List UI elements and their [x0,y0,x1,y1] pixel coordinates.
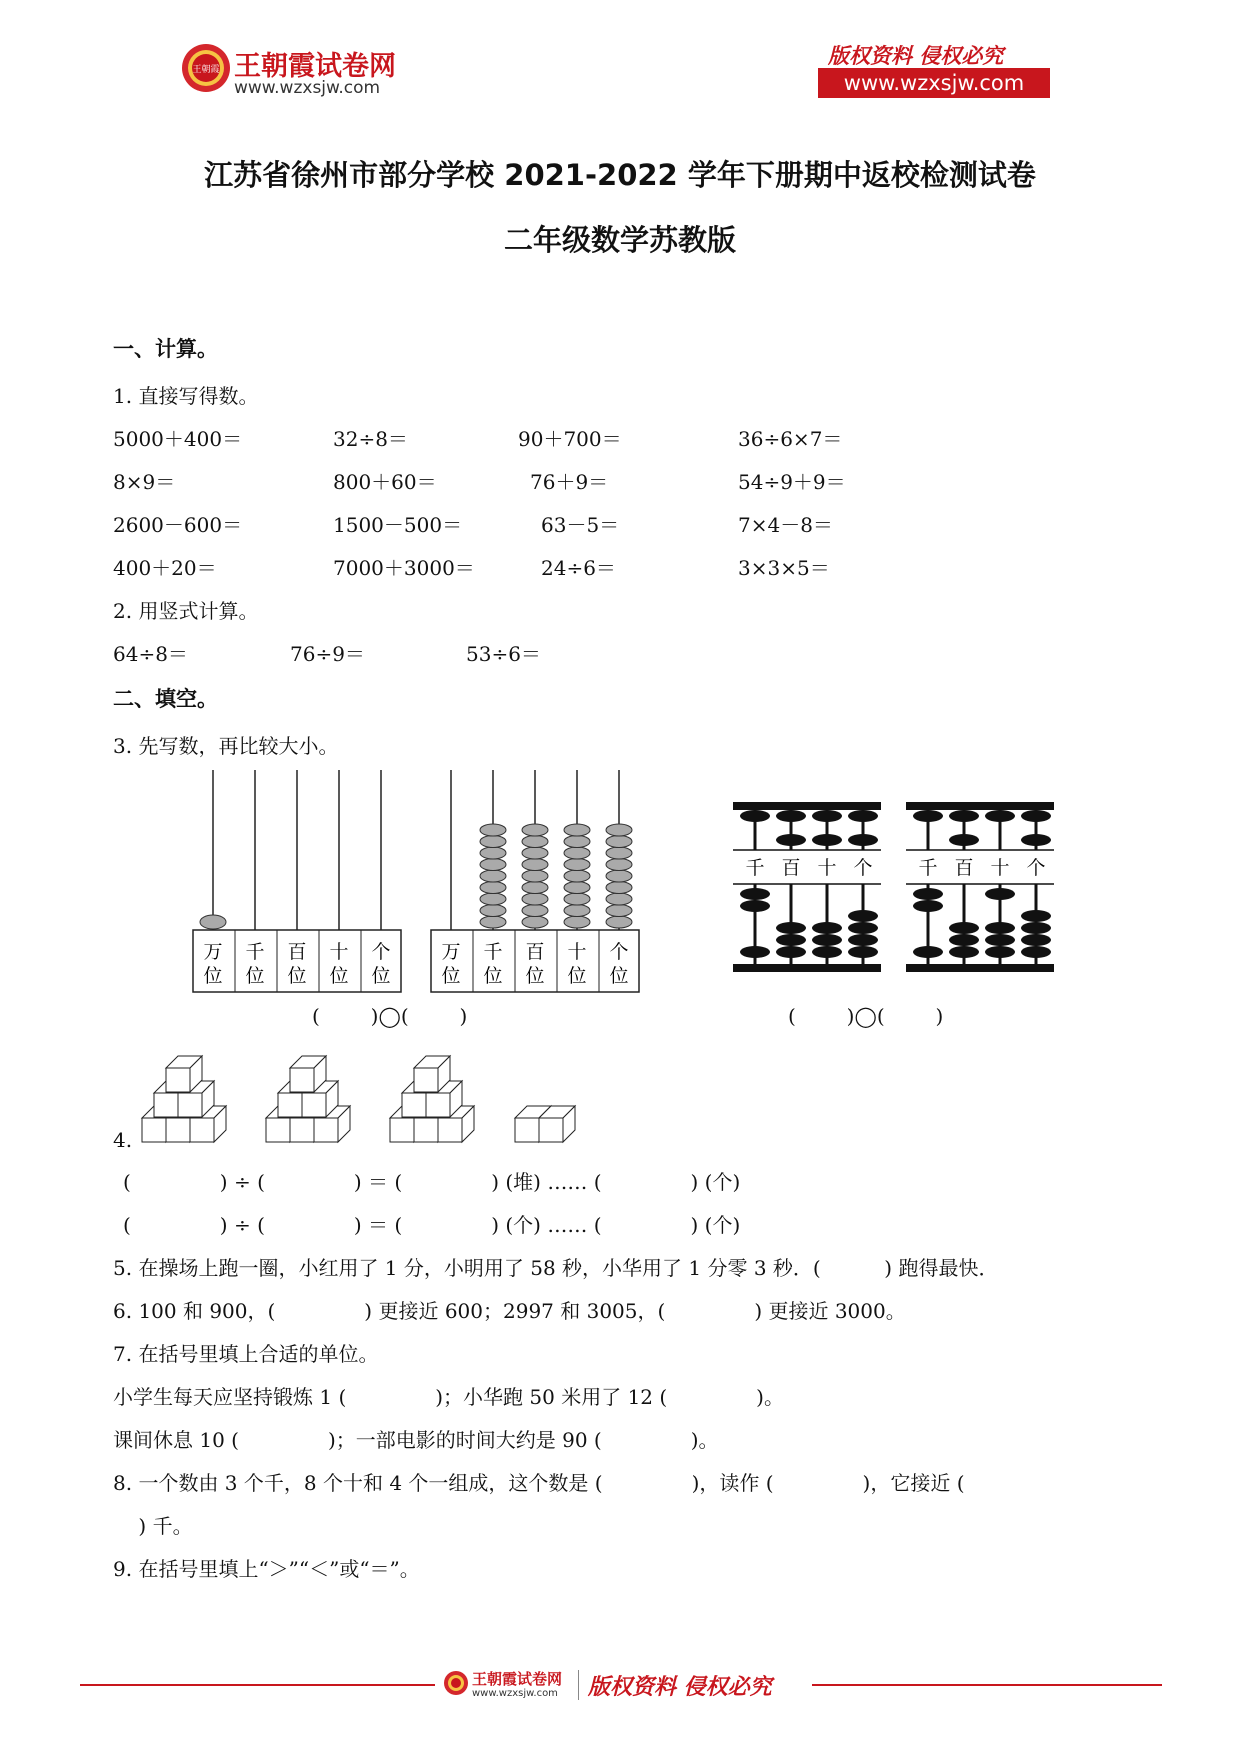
abacus-bead [522,847,548,859]
abacus-bead [480,916,506,928]
q9: 9. 在括号里填上“＞”“＜”或“＝”。 [113,1557,420,1581]
calc-item: 76＋9＝ [530,470,609,494]
abacus-bead [606,893,632,905]
page-title: 江苏省徐州市部分学校 2021-2022 学年下册期中返校检测试卷 [204,158,1036,192]
abacus-bead [606,847,632,859]
abacus-bead [480,905,506,917]
q8-line-1[interactable]: 8. 一个数由 3 个千，8 个十和 4 个一组成，这个数是 ( )，读作 ( )，它接近 ( [113,1471,965,1495]
svg-text:千: 千 [483,941,503,963]
place-label: 十 [329,941,349,963]
header-brand-url[interactable]: www.wzxsjw.com [234,78,381,98]
abacus-bead [564,870,590,882]
calc-item: 63－5＝ [541,513,620,537]
abacus-bead [564,893,590,905]
section-2-heading: 二、填空。 [113,687,218,711]
calc-item: 36÷6×7＝ [738,427,843,451]
abacus-bead [522,870,548,882]
suanpan-place-label: 十 [817,857,837,879]
header-stamp-url[interactable]: www.wzxsjw.com [818,68,1050,98]
svg-text:位: 位 [371,965,391,987]
abacus-bead [564,824,590,836]
q4-line-2[interactable]: ( ) ÷ ( ) ＝ ( ) (个) …… ( ) (个) [123,1213,741,1237]
calc-item: 8×9＝ [113,470,176,494]
place-label: 百 [287,941,307,963]
vertical-calc-item: 76÷9＝ [290,642,365,666]
header-copyright-stamp: 版权资料 侵权必究 [828,43,1004,68]
calc-item: 32÷8＝ [333,427,408,451]
calc-item: 1500－500＝ [333,513,463,537]
abacus-bead [480,836,506,848]
abacus-bead [564,882,590,894]
abacus-bead [606,836,632,848]
calc-item: 54÷9＋9＝ [738,470,846,494]
abacus-bead [480,824,506,836]
svg-text:个: 个 [1026,857,1046,879]
svg-text:位: 位 [203,965,223,987]
svg-text:位: 位 [329,965,349,987]
abacus-bead [606,916,632,928]
suanpan-place-label: 个 [853,857,873,879]
page-subtitle: 二年级数学苏教版 [503,223,736,257]
q7-line-1[interactable]: 小学生每天应坚持锻炼 1 ( )；小华跑 50 米用了 12 ( )。 [113,1385,784,1409]
svg-text:位: 位 [567,965,587,987]
vertical-calc-item: 53÷6＝ [466,642,541,666]
calc-item: 400＋20＝ [113,556,217,580]
abacus-bead [564,916,590,928]
abacus-bead [522,905,548,917]
q3-label: 3. 先写数，再比较大小。 [113,734,339,758]
footer-copyright-stamp: 版权资料 侵权必究 [588,1674,772,1700]
calc-item: 7000＋3000＝ [333,556,475,580]
abacus-bead [480,870,506,882]
compare-blank-1[interactable]: ( )◯( ) [312,1004,468,1028]
abacus-bead [480,847,506,859]
q7-label: 7. 在括号里填上合适的单位。 [113,1342,379,1366]
abacus-bead [564,836,590,848]
abacus-bead [606,859,632,871]
footer-divider [578,1670,579,1700]
vertical-calc-item: 64÷8＝ [113,642,188,666]
svg-text:千: 千 [918,857,938,879]
q6[interactable]: 6. 100 和 900，( ) 更接近 600；2997 和 3005，( ) 更接近 3000。 [113,1299,906,1323]
abacus-bead [522,836,548,848]
svg-text:位: 位 [287,965,307,987]
footer-brand-name: 王朝霞试卷网 [472,1670,563,1688]
calc-item: 2600－600＝ [113,513,243,537]
abacus-bead [480,882,506,894]
q4-label: 4. [113,1128,133,1152]
abacus-bead [606,870,632,882]
abacus-beads [480,824,632,928]
abacus-figure-1 [192,770,402,994]
section-1-heading: 一、计算。 [113,337,218,361]
abacus-bead [522,824,548,836]
q5[interactable]: 5. 在操场上跑一圈，小红用了 1 分，小明用了 58 秒，小华用了 1 分零 3 秒．( ) 跑得最快． [113,1256,999,1280]
header-logo [180,42,232,94]
q4-line-1[interactable]: ( ) ÷ ( ) ＝ ( ) (堆) …… ( ) (个) [123,1170,741,1194]
place-label: 千 [245,941,265,963]
calc-item: 800＋60＝ [333,470,437,494]
abacus-bead [522,916,548,928]
compare-blank-2[interactable]: ( )◯( ) [788,1004,944,1028]
calc-item: 90＋700＝ [518,427,622,451]
svg-text:位: 位 [525,965,545,987]
suanpan-figure-2 [906,802,1054,972]
place-label: 万 [203,941,223,963]
svg-text:位: 位 [245,965,265,987]
abacus-bead [480,893,506,905]
abacus-bead [564,847,590,859]
svg-text:位: 位 [609,965,629,987]
abacus-rods [213,770,381,930]
suanpan-place-label: 百 [781,857,801,879]
svg-text:位: 位 [483,965,503,987]
footer-brand-url[interactable]: www.wzxsjw.com [472,1688,558,1699]
cube-stacks-figure [140,1050,600,1145]
svg-text:十: 十 [567,941,587,963]
q7-line-2[interactable]: 课间休息 10 ( )；一部电影的时间大约是 90 ( )。 [113,1428,719,1452]
calc-item: 24÷6＝ [541,556,616,580]
abacus-bead [522,859,548,871]
abacus-bead [522,893,548,905]
footer-rule-left [80,1684,435,1686]
svg-text:个: 个 [609,941,629,963]
q8-line-2[interactable]: ) 千。 [113,1514,193,1538]
calc-item: 3×3×5＝ [738,556,830,580]
place-label: 个 [371,941,391,963]
suanpan-place-label: 千 [745,857,765,879]
svg-text:百: 百 [954,857,974,879]
svg-text:十: 十 [990,857,1010,879]
footer-logo-icon [443,1670,469,1696]
abacus-bead [522,882,548,894]
header-brand-name: 王朝霞试卷网 [234,51,396,82]
abacus-figure-2 [430,770,640,994]
abacus-bead [606,882,632,894]
svg-text:位: 位 [441,965,461,987]
abacus-bead [564,905,590,917]
calc-item: 5000＋400＝ [113,427,243,451]
abacus-bead [606,824,632,836]
svg-text:百: 百 [525,941,545,963]
abacus-bead [606,905,632,917]
svg-text:万: 万 [441,941,461,963]
logo-emblem-icon [180,42,232,94]
calc-item: 7×4－8＝ [738,513,833,537]
footer-rule-right [812,1684,1162,1686]
q2-label: 2. 用竖式计算。 [113,599,259,623]
q1-label: 1. 直接写得数。 [113,384,259,408]
logo-inner-text: 王朝霞 [192,65,220,75]
abacus-bead [564,859,590,871]
suanpan-figure-1 [733,802,881,972]
abacus-bead [200,915,226,929]
abacus-bead [480,859,506,871]
